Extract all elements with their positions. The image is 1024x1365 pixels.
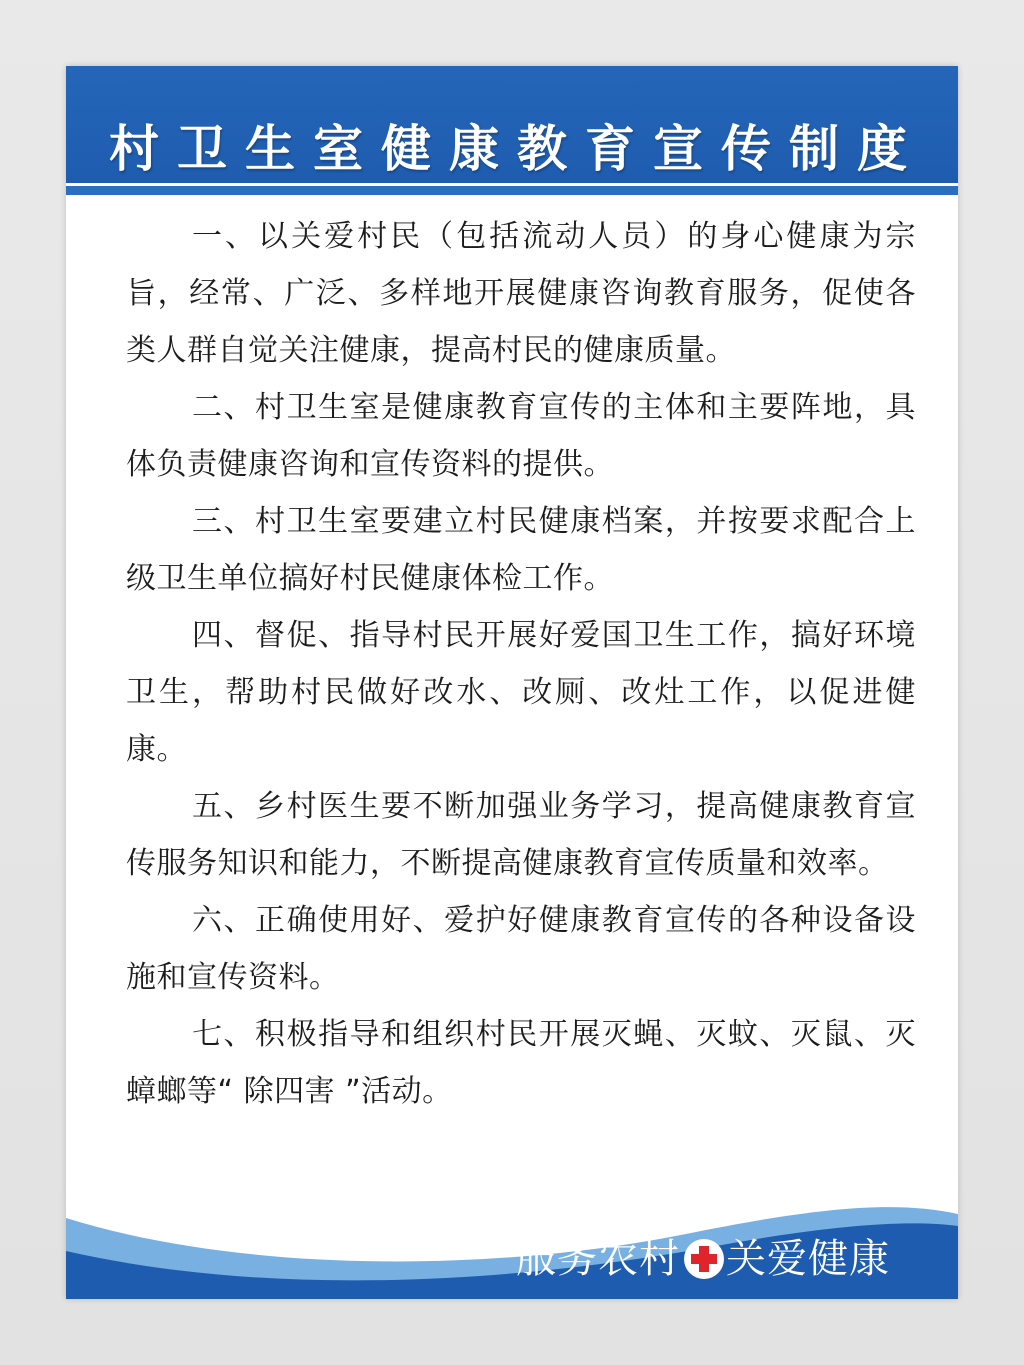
footer-slogan: [516, 1234, 890, 1284]
rule-paragraph-4: 四、督促、指导村民开展好爱国卫生工作，搞好环境卫生，帮助村民做好改水、改厕、改灶工作，以促进健康。: [126, 618, 916, 767]
poster: [66, 66, 958, 1299]
red-cross-icon: [684, 1239, 724, 1279]
slogan-left: 服务农村: [516, 1236, 680, 1282]
slogan-right: 关爱健康: [726, 1236, 890, 1282]
rules-content: [126, 208, 916, 1120]
rule-paragraph-2: 二、村卫生室是健康教育宣传的主体和主要阵地，具体负责健康咨询和宣传资料的提供。: [126, 390, 916, 482]
header-banner: [66, 66, 958, 183]
page-title: 村卫生室健康教育宣传制度: [109, 119, 925, 178]
rule-paragraph-5: 五、乡村医生要不断加强业务学习，提高健康教育宣传服务知识和能力，不断提高健康教育宣传质量和效率。: [126, 789, 916, 881]
rule-paragraph-6: 六、正确使用好、爱护好健康教育宣传的各种设备设施和宣传资料。: [126, 903, 916, 995]
rule-paragraph-7: 七、积极指导和组织村民开展灭蝇、灭蚊、灭鼠、灭蟑螂等“ 除四害 ”活动。: [126, 1017, 916, 1109]
header-divider: [66, 183, 958, 195]
rule-paragraph-3: 三、村卫生室要建立村民健康档案，并按要求配合上级卫生单位搞好村民健康体检工作。: [126, 504, 916, 596]
rule-paragraph-1: 一、以关爱村民（包括流动人员）的身心健康为宗旨，经常、广泛、多样地开展健康咨询教育服务，促使各类人群自觉关注健康，提高村民的健康质量。: [126, 219, 916, 368]
